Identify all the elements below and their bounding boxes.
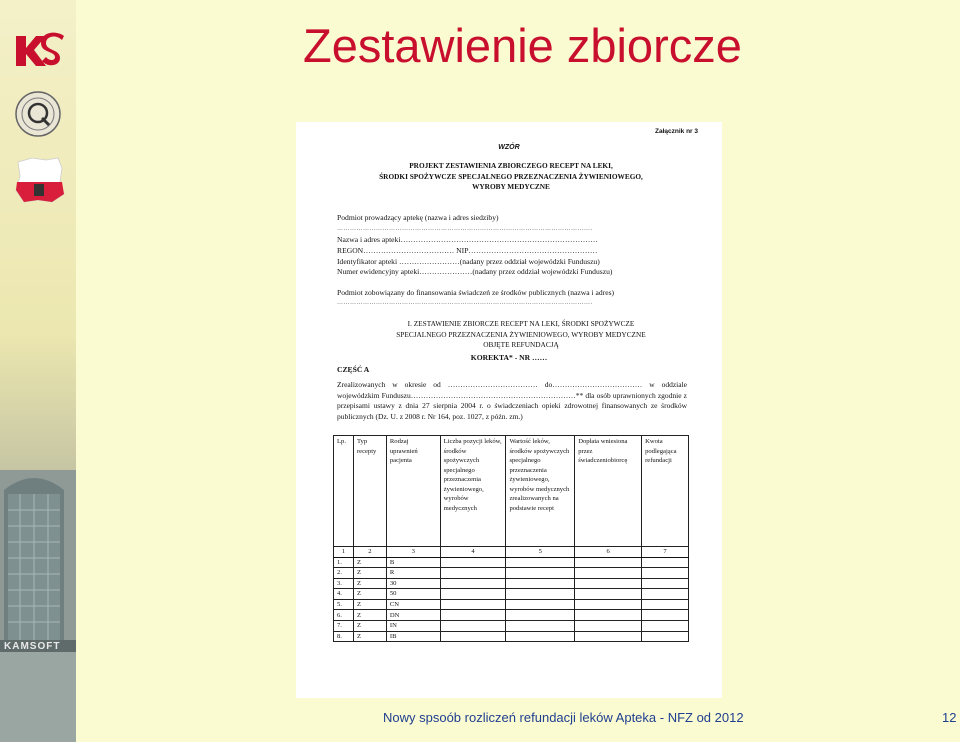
column-number-cell: 7 bbox=[642, 547, 689, 558]
poland-map-award-icon bbox=[12, 154, 66, 206]
table-cell bbox=[440, 578, 506, 589]
slide-footer: Nowy spsoób rozliczeń refundacji leków Apteka - NFZ od 2012 bbox=[383, 710, 744, 725]
table-row bbox=[334, 631, 689, 642]
kamsoft-brand-label: KAMSOFT bbox=[4, 641, 61, 652]
table-cell: 8. bbox=[334, 631, 354, 642]
dotted-line: ………………………………………………………………………………………………………. bbox=[337, 300, 593, 306]
document-scan bbox=[296, 122, 722, 698]
table-cell bbox=[642, 621, 689, 632]
document-title-line: WYROBY MEDYCZNE bbox=[472, 182, 550, 191]
table-cell: 5. bbox=[334, 599, 354, 610]
document-title-line: ŚRODKI SPOŻYWCZE SPECJALNEGO PRZEZNACZENIA ŻYWIENIOWEGO, bbox=[379, 171, 643, 181]
table-cell: 4. bbox=[334, 589, 354, 600]
table-row bbox=[334, 621, 689, 632]
table-row bbox=[334, 610, 689, 621]
table-cell: 1. bbox=[334, 557, 354, 568]
table-cell bbox=[440, 631, 506, 642]
table-cell bbox=[575, 610, 642, 621]
table-cell bbox=[440, 557, 506, 568]
table-cell bbox=[642, 631, 689, 642]
pharmacy-owner-line: Podmiot prowadzący aptekę (nazwa i adres siedziby) bbox=[337, 213, 499, 222]
table-cell bbox=[575, 599, 642, 610]
table-cell: Z bbox=[353, 621, 386, 632]
table-cell bbox=[575, 621, 642, 632]
table-cell bbox=[440, 610, 506, 621]
table-cell: 2. bbox=[334, 568, 354, 579]
column-number-cell: 5 bbox=[506, 547, 575, 558]
column-number-cell: 1 bbox=[334, 547, 354, 558]
table-cell: 50 bbox=[386, 589, 440, 600]
pharmacy-id-line: Identyfikator apteki ……………………(nadany przez oddział wojewódzki Funduszu) bbox=[337, 257, 600, 266]
column-number-cell: 3 bbox=[386, 547, 440, 558]
sidebar bbox=[0, 0, 76, 742]
table-cell bbox=[440, 568, 506, 579]
table-cell bbox=[642, 578, 689, 589]
section-heading bbox=[356, 319, 686, 351]
table-cell bbox=[506, 599, 575, 610]
table-header-cell: Kwota podlegająca refundacji bbox=[642, 436, 689, 547]
table-header-cell: Liczba pozycji leków, środków spożywczych specjalnego przeznaczenia żywieniowego, wyrobów medycznych bbox=[440, 436, 506, 547]
prescription-summary-table bbox=[333, 435, 689, 642]
table-cell: 7. bbox=[334, 621, 354, 632]
table-cell: 30 bbox=[386, 578, 440, 589]
column-number-cell: 6 bbox=[575, 547, 642, 558]
table-row bbox=[334, 568, 689, 579]
attachment-label: Załącznik nr 3 bbox=[655, 128, 698, 135]
table-header-cell: Lp. bbox=[334, 436, 354, 547]
table-cell bbox=[506, 610, 575, 621]
regon-nip-line: REGON……………………………… NIP…………………………………………… bbox=[337, 246, 598, 255]
company-building-image bbox=[0, 470, 76, 742]
table-cell: DN bbox=[386, 610, 440, 621]
period-paragraph: Zrealizowanych w okresie od ……………………………… do……………………………… w oddziale wojewódzkim Funduszu…………………………………………………………** dla osób uprawnionych zgodnie z przepisami ustawy z dnia 27 sierpnia 2004 r. o świadczeniach opieki zdrowotnej finansowanych ze środków publicznych (Dz. U. z 2008 r. Nr 164, poz. 1027, z późn. zm.) bbox=[337, 380, 687, 421]
section-heading-line: I. ZESTAWIENIE ZBIORCZE RECEPT NA LEKI, ŚRODKI SPOŻYWCZE bbox=[407, 319, 635, 328]
table-cell bbox=[642, 568, 689, 579]
table-header-cell: Typ recepty bbox=[353, 436, 386, 547]
table-cell bbox=[506, 631, 575, 642]
column-number-cell: 4 bbox=[440, 547, 506, 558]
column-number-row bbox=[334, 547, 689, 558]
table-cell bbox=[575, 578, 642, 589]
table-cell: B bbox=[386, 557, 440, 568]
table-cell: 3. bbox=[334, 578, 354, 589]
section-heading-line: OBJĘTE REFUNDACJĄ bbox=[483, 340, 559, 349]
table-cell bbox=[642, 599, 689, 610]
table-cell bbox=[642, 557, 689, 568]
table-cell: Z bbox=[353, 557, 386, 568]
table-cell: Z bbox=[353, 589, 386, 600]
table-cell: R bbox=[386, 568, 440, 579]
pharmacy-name-line: Nazwa i adres apteki…………………………………………………………………… bbox=[337, 235, 598, 244]
table-cell: Z bbox=[353, 610, 386, 621]
table-cell bbox=[575, 589, 642, 600]
table-cell: IN bbox=[386, 621, 440, 632]
document-title-line: PROJEKT ZESTAWIENIA ZBIORCZEGO RECEPT NA LEKI, bbox=[409, 161, 613, 170]
table-row bbox=[334, 599, 689, 610]
page-number: 12 bbox=[942, 710, 957, 725]
table-cell bbox=[506, 578, 575, 589]
table-cell: Z bbox=[353, 578, 386, 589]
table-cell: 6. bbox=[334, 610, 354, 621]
correction-number: KOREKTA* - NR …… bbox=[470, 353, 548, 362]
section-heading-line: SPECJALNEGO PRZEZNACZENIA ŻYWIENIOWEGO, WYROBY MEDYCZNE bbox=[396, 329, 646, 339]
slide-title: Zestawienie zbiorcze bbox=[303, 19, 742, 72]
table-cell bbox=[506, 621, 575, 632]
pharmacy-number-line: Numer ewidencyjny apteki…………………(nadany przez oddział wojewódzki Funduszu) bbox=[337, 267, 613, 276]
table-cell bbox=[642, 610, 689, 621]
table-header-cell: Wartość leków, środków spożywczych specjalnego przeznaczenia żywieniowego, wyrobów medycznych zrealizowanych na podstawie recept bbox=[506, 436, 575, 547]
table-cell bbox=[506, 557, 575, 568]
table-cell: Z bbox=[353, 599, 386, 610]
template-label: WZÓR bbox=[498, 144, 520, 151]
table-cell bbox=[440, 599, 506, 610]
table-header-cell: Rodzaj uprawnień pacjenta bbox=[386, 436, 440, 547]
kamsoft-ks-logo-icon bbox=[12, 30, 66, 74]
table-cell bbox=[440, 621, 506, 632]
table-header-cell: Dopłata wniesiona przez świadczeniobiorcę bbox=[575, 436, 642, 547]
table-header-row bbox=[334, 436, 689, 547]
table-row bbox=[334, 557, 689, 568]
table-cell bbox=[575, 557, 642, 568]
table-cell bbox=[506, 589, 575, 600]
table-cell bbox=[440, 589, 506, 600]
table-cell bbox=[575, 631, 642, 642]
column-number-cell: 2 bbox=[353, 547, 386, 558]
part-label: CZĘŚĆ A bbox=[337, 365, 370, 374]
table-cell bbox=[642, 589, 689, 600]
document-title bbox=[336, 161, 686, 193]
table-cell: IB bbox=[386, 631, 440, 642]
dotted-line: ………………………………………………………………………………………………………. bbox=[337, 226, 593, 232]
payer-line: Podmiot zobowiązany do finansowania świadczeń ze środków publicznych (nazwa i adres) bbox=[337, 288, 615, 297]
table-cell bbox=[506, 568, 575, 579]
table-cell: CN bbox=[386, 599, 440, 610]
table-cell bbox=[575, 568, 642, 579]
table-cell: Z bbox=[353, 568, 386, 579]
table-cell: Z bbox=[353, 631, 386, 642]
table-row bbox=[334, 589, 689, 600]
quality-seal-icon bbox=[14, 90, 62, 138]
table-row bbox=[334, 578, 689, 589]
